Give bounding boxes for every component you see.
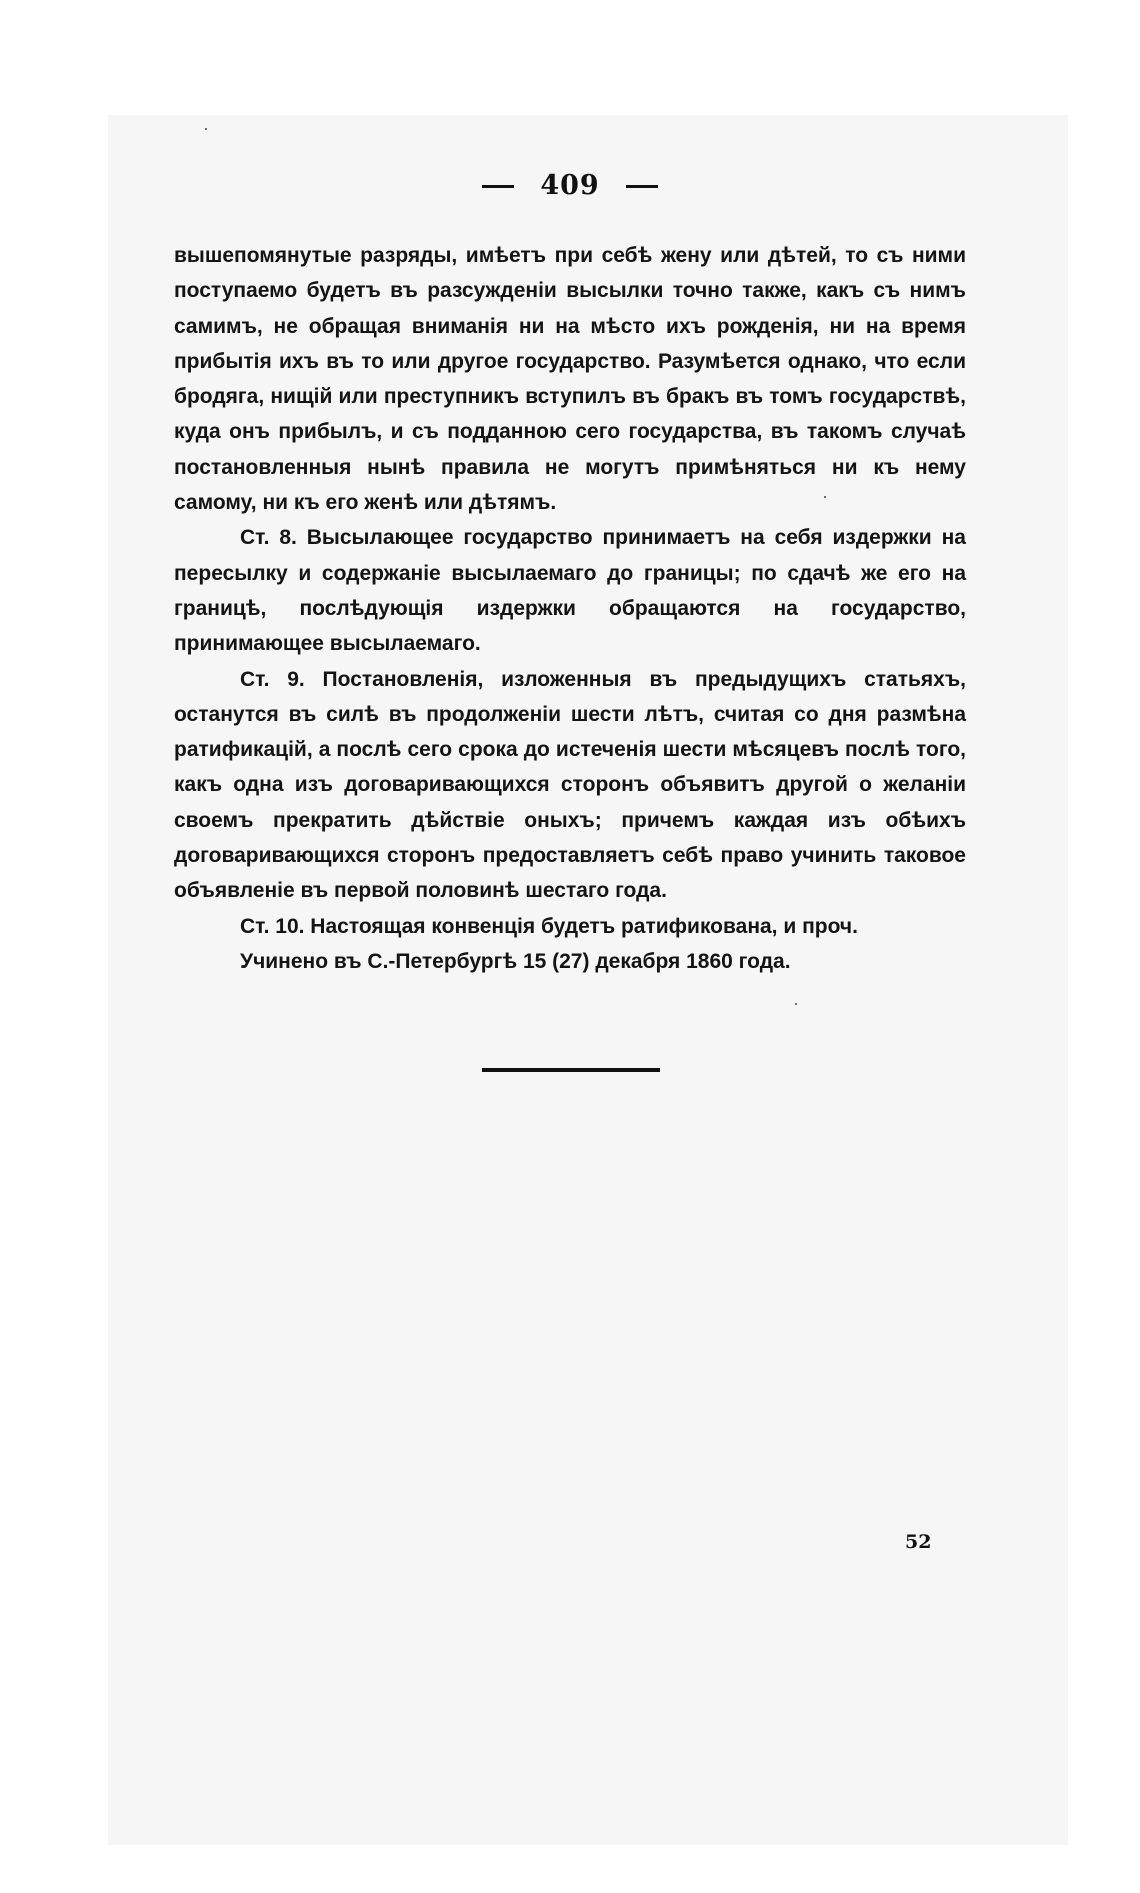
article-8-paragraph: Ст. 8. Высылающее государство принимаетъ на себя издержки на пересылку и содержаніе высылаемаго до границы; по сдачѣ же его на границѣ, послѣдующія издержки обращаются на государство, принимающее высылаемаго. <box>174 526 966 656</box>
continuation-paragraph: вышепомянутые разряды, имѣетъ при себѣ жену или дѣтей, то съ ними поступаемо будетъ въ разсужденіи высылки точно также, какъ съ нимъ самимъ, не обращая вниманія ни на мѣсто ихъ рожденія, ни на время прибытія ихъ въ то или другое государство. Разумѣется однако, что если бродяга, нищій или преступникъ вступилъ въ бракъ въ томъ государствѣ, куда онъ прибылъ, и съ подданною сего государства, въ такомъ случаѣ постановленныя нынѣ правила не могутъ примѣняться ни къ нему самому, ни къ его женѣ или дѣтямъ. <box>174 244 966 515</box>
sheet-number: 52 <box>905 1531 932 1553</box>
article-10-paragraph: Ст. 10. Настоящая конвенція будетъ ратификована, и проч. <box>240 914 858 938</box>
header-left-dash <box>482 185 514 188</box>
header-right-dash <box>626 185 658 188</box>
page-header <box>0 170 1140 201</box>
closing-rule <box>482 1068 660 1072</box>
body-text <box>174 238 966 979</box>
article-9-paragraph: Ст. 9. Постановленія, изложенныя въ предыдущихъ статьяхъ, останутся въ силѣ въ продолженіи шести лѣтъ, считая со дня размѣна ратификацій, а послѣ сего срока до истеченія шести мѣсяцевъ послѣ того, какъ одна изъ договаривающихся сторонъ объявитъ другой о желаніи своемъ прекратить дѣйствіе оныхъ; причемъ каждая изъ обѣихъ договаривающихся сторонъ предоставляетъ себѣ право учинить таковое объявленіе въ первой половинѣ шестаго года. <box>174 667 966 903</box>
paper-speck <box>205 128 207 130</box>
paper-speck <box>795 1003 797 1005</box>
signoff-line: Учинено въ С.-Петербургѣ 15 (27) декабря 1860 года. <box>240 949 791 973</box>
paper-speck <box>824 496 826 498</box>
page-number: 409 <box>540 170 600 201</box>
